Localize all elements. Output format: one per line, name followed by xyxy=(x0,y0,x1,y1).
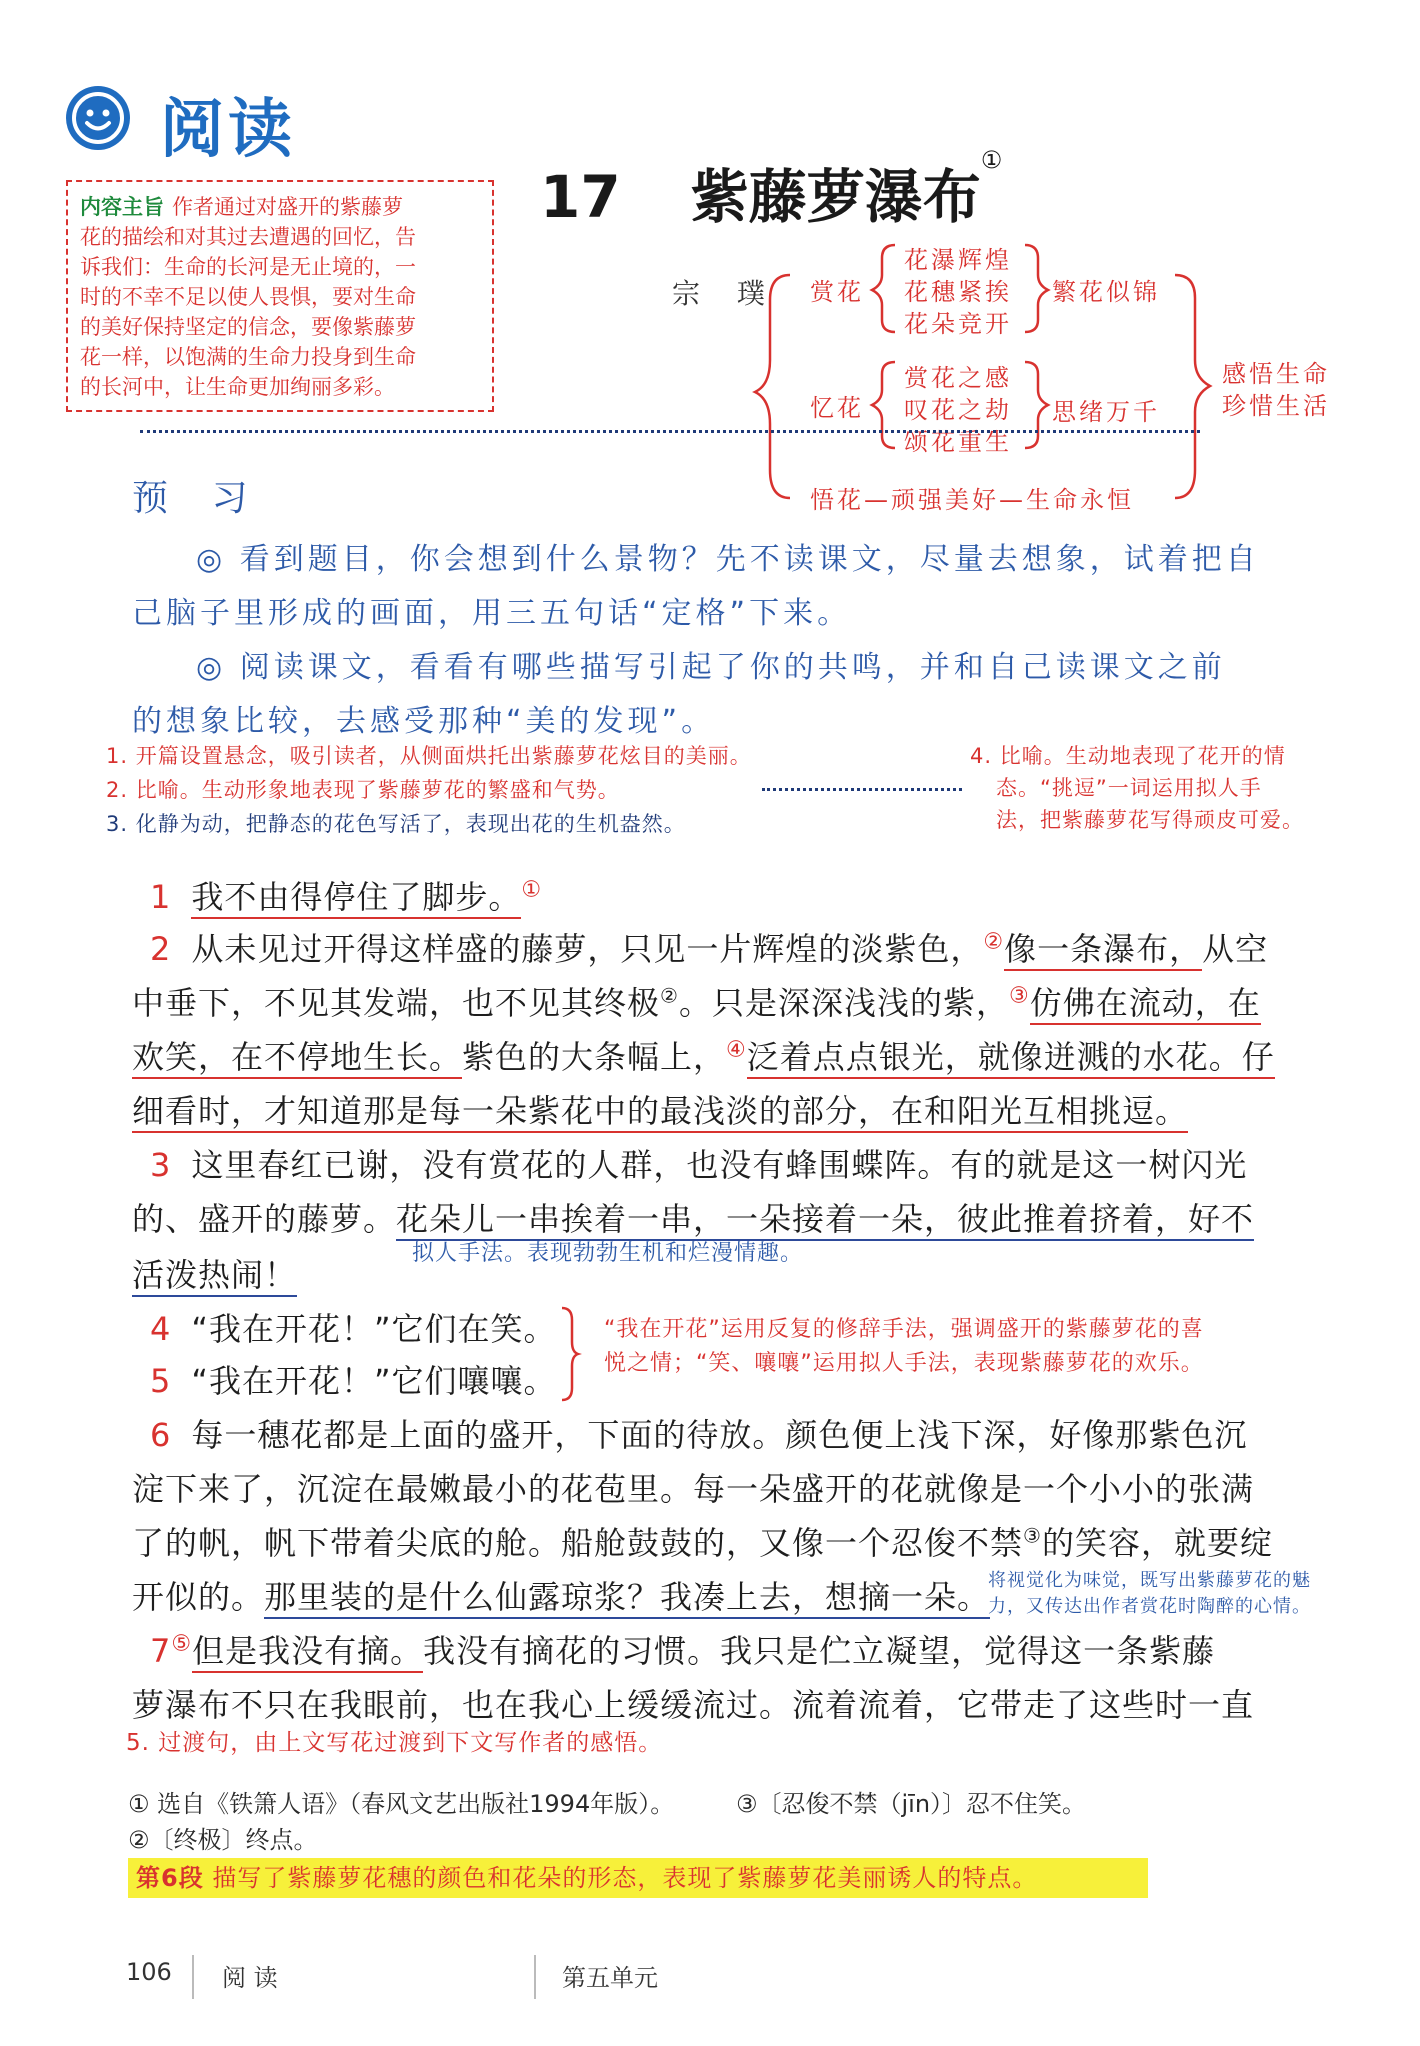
mindmap-recall-item: 颂花重生 xyxy=(904,428,1012,456)
annotation-right: 态。“挑逗”一词运用拟人手 xyxy=(996,776,1262,800)
paragraph-number: 6 xyxy=(150,1416,172,1454)
footnote-ref: ② xyxy=(660,983,679,1008)
paragraph-number: 3 xyxy=(150,1146,172,1184)
paragraph-7-line xyxy=(132,1680,1292,1726)
footer-divider xyxy=(192,1955,194,1999)
annotation-mark: ④ xyxy=(726,1037,747,1063)
dotted-divider xyxy=(140,430,1200,433)
mindmap-appreciate: 赏花 xyxy=(810,278,864,306)
text-span: 这里春红已谢，没有赏花的人群，也没有蜂围蝶阵。有的就是这一树闪光 xyxy=(191,1146,1248,1184)
summary-line: 的美好保持坚定的信念，要像紫藤萝 xyxy=(80,315,416,339)
text-span: 从未见过开得这样盛的藤萝，只见一片辉煌的淡紫色， xyxy=(191,930,984,968)
author: 宗 璞 xyxy=(672,277,779,310)
annotation-leader-dots xyxy=(762,788,962,791)
text-span: 每一穗花都是上面的盛开，下面的待放。颜色便上浅下深，好像那紫色沉 xyxy=(191,1416,1248,1454)
paragraph-number: 7 xyxy=(150,1632,172,1670)
preview-line: 己脑子里形成的画面，用三五句话“定格”下来。 xyxy=(132,596,852,631)
preview-line: ◎ 看到题目，你会想到什么景物？先不读课文，尽量去想象，试着把自 xyxy=(196,542,1260,577)
paragraph-number: 1 xyxy=(150,878,172,916)
annotation-left: 1. 开篇设置悬念，吸引读者，从侧面烘托出紫藤萝花炫目的美丽。 xyxy=(106,744,752,768)
summary-line: 时的不幸不足以使人畏惧，要对生命 xyxy=(80,285,416,309)
preview-line: ◎ 阅读课文，看看有哪些描写引起了你的共鸣，并和自己读课文之前 xyxy=(196,650,1226,685)
footnote: ②〔终极〕终点。 xyxy=(128,1826,318,1854)
text-span: “我在开花！”它们嚷嚷。 xyxy=(191,1362,557,1400)
paragraph-2-line xyxy=(132,978,1292,1024)
text-span: 我没有摘花的习惯。我只是伫立凝望，觉得这一条紫藤 xyxy=(423,1632,1216,1670)
footer-divider xyxy=(534,1955,536,1999)
annotation-taste: 将视觉化为味觉，既写出紫藤萝花的魅 xyxy=(988,1570,1311,1591)
mindmap-appreciate-item: 花瀑辉煌 xyxy=(904,246,1012,274)
annotation-repeat: “我在开花”运用反复的修辞手法，强调盛开的紫藤萝花的喜 xyxy=(604,1317,1204,1342)
paragraph-6-line xyxy=(150,1410,1310,1456)
summary-label: 内容主旨 xyxy=(80,195,164,219)
text-span: 仔 xyxy=(1242,1038,1275,1079)
summary-line: 花的描绘和对其过去遭遇的回忆，告 xyxy=(80,225,416,249)
paragraph-2-line xyxy=(132,1086,1292,1132)
mindmap-recall-item: 叹花之劫 xyxy=(904,396,1012,424)
mindmap-enlighten: 悟花—顽强美好—生命永恒 xyxy=(810,480,1134,515)
text-span: 中垂下，不见其发端，也不见其终极 xyxy=(132,984,661,1022)
annotation-right: 法，把紫藤萝花写得顽皮可爱。 xyxy=(996,808,1304,832)
annotation-mark: ① xyxy=(521,877,543,903)
mindmap-recall-result: 思绪万千 xyxy=(1052,398,1160,426)
text-span: 淀下来了，沉淀在最嫩最小的花苞里。每一朵盛开的花就像是一个小小的张满 xyxy=(132,1470,1255,1508)
mindmap-final-item: 感悟生命 xyxy=(1222,360,1330,388)
annotation-personify: 拟人手法。表现勃勃生机和烂漫情趣。 xyxy=(412,1241,804,1266)
text-span: 仿佛在流动，在 xyxy=(1030,984,1261,1025)
paragraph-number: 5 xyxy=(150,1362,172,1400)
paragraph-6-line xyxy=(132,1464,1292,1510)
footer-unit: 第五单元 xyxy=(562,1964,658,1992)
text-span: “我在开花！”它们在笑。 xyxy=(191,1310,557,1348)
mindmap-braces xyxy=(0,0,1420,520)
text-span: 我不由得停住了脚步。 xyxy=(191,878,521,919)
footnote-ref: ③ xyxy=(1023,1523,1042,1548)
summary-bar-text: 描写了紫藤萝花穗的颜色和花朵的形态，表现了紫藤萝花美丽诱人的特点。 xyxy=(212,1864,1038,1892)
paragraph-6-line xyxy=(132,1518,1292,1564)
text-span: 但是我没有摘。 xyxy=(192,1632,423,1673)
summary-line: 花一样，以饱满的生命力投身到生命 xyxy=(80,345,416,369)
text-span: 活泼热闹！ xyxy=(132,1256,297,1297)
section-title: 阅读 xyxy=(160,93,296,167)
summary-line: 作者通过对盛开的紫藤萝 xyxy=(172,195,403,219)
text-span: 像一条瀑布， xyxy=(1004,930,1202,971)
annotation-right: 4. 比喻。生动地表现了花开的情 xyxy=(970,744,1286,768)
paragraph-1 xyxy=(150,872,1310,918)
text-span: 泛着点点银光，就像迸溅的水花。 xyxy=(747,1038,1242,1079)
paragraph-2-line xyxy=(150,924,1310,970)
paragraph-3-line xyxy=(132,1250,1292,1296)
footnote: ① 选自《铁箫人语》（春风文艺出版社1994年版）。 xyxy=(128,1790,675,1818)
page-number: 106 xyxy=(126,1958,172,1986)
mindmap-appreciate-item: 花朵竞开 xyxy=(904,310,1012,338)
mindmap-appreciate-result: 繁花似锦 xyxy=(1052,278,1160,306)
lesson-title-text: 紫藤萝瀑布 xyxy=(690,163,981,231)
paragraph-3-line xyxy=(132,1194,1292,1240)
text-span: 的、盛开的藤萝。 xyxy=(132,1200,397,1238)
summary-line: 诉我们：生命的长河是无止境的，一 xyxy=(80,255,416,279)
paragraph-3-line xyxy=(150,1140,1310,1186)
mindmap-final-item: 珍惜生活 xyxy=(1222,392,1330,420)
text-span: 那里装的是什么仙露琼浆？我凑上去，想摘一朵。 xyxy=(264,1578,990,1619)
paragraph-7-line xyxy=(150,1626,1310,1672)
footer-section: 阅 读 xyxy=(222,1964,278,1992)
annotation-repeat: 悦之情；“笑、嚷嚷”运用拟人手法，表现紫藤萝花的欢乐。 xyxy=(604,1351,1204,1376)
preview-heading: 预 习 xyxy=(132,478,264,519)
lesson-number: 17 xyxy=(540,163,621,231)
annotation-mark: ② xyxy=(983,929,1005,955)
annotation-taste: 力，又传达出作者赏花时陶醉的心情。 xyxy=(988,1596,1311,1617)
footnote: ③〔忍俊不禁（jīn）〕忍不住笑。 xyxy=(736,1790,1087,1818)
mindmap-recall-item: 赏花之感 xyxy=(904,364,1012,392)
paragraph-number: 4 xyxy=(150,1310,172,1348)
annotation-mark: ⑤ xyxy=(171,1631,193,1657)
annotation-mark: ③ xyxy=(1008,983,1030,1009)
text-span: 从空 xyxy=(1202,930,1269,968)
title-footnote-mark: ① xyxy=(980,146,1003,174)
annotation-left: 3. 化静为动，把静态的花色写活了，表现出花的生机盎然。 xyxy=(106,812,686,836)
text-span: 欢笑，在不停地生长。 xyxy=(132,1038,462,1079)
mindmap-appreciate-item: 花穗紧挨 xyxy=(904,278,1012,306)
text-span: 了的帆，帆下带着尖底的舱。船舱鼓鼓的，又像一个忍俊不禁 xyxy=(132,1524,1024,1562)
repeat-brace xyxy=(560,1306,580,1402)
paragraph-number: 2 xyxy=(150,930,172,968)
mindmap-recall: 忆花 xyxy=(810,394,864,422)
preview-line: 的想象比较，去感受那种“美的发现”。 xyxy=(132,704,716,739)
text-span: 细看时，才知道那是每一朵紫花中的最浅淡的部分，在和阳光互相挑逗。 xyxy=(132,1092,1188,1133)
text-span: 花朵儿一串挨着一串，一朵接着一朵，彼此推着挤着，好不 xyxy=(396,1200,1254,1241)
summary-bar-label: 第6段 xyxy=(136,1864,204,1892)
paragraph-2-line xyxy=(132,1032,1292,1078)
summary-line: 的长河中，让生命更加绚丽多彩。 xyxy=(80,375,395,399)
annotation-left: 2. 比喻。生动形象地表现了紫藤萝花的繁盛和气势。 xyxy=(106,778,620,802)
text-span: 萝瀑布不只在我眼前，也在我心上缓缓流过。流着流着，它带走了这些时一直 xyxy=(132,1686,1255,1724)
text-span: 。只是深深浅浅的紫， xyxy=(678,984,1009,1022)
paragraph-summary-bar xyxy=(128,1858,1148,1898)
annotation-transition: 5. 过渡句，由上文写花过渡到下文写作者的感悟。 xyxy=(126,1730,663,1756)
text-span: 的笑容，就要绽 xyxy=(1041,1524,1273,1562)
text-span: 开似的。 xyxy=(132,1578,265,1616)
text-span: 紫色的大条幅上， xyxy=(462,1038,727,1076)
